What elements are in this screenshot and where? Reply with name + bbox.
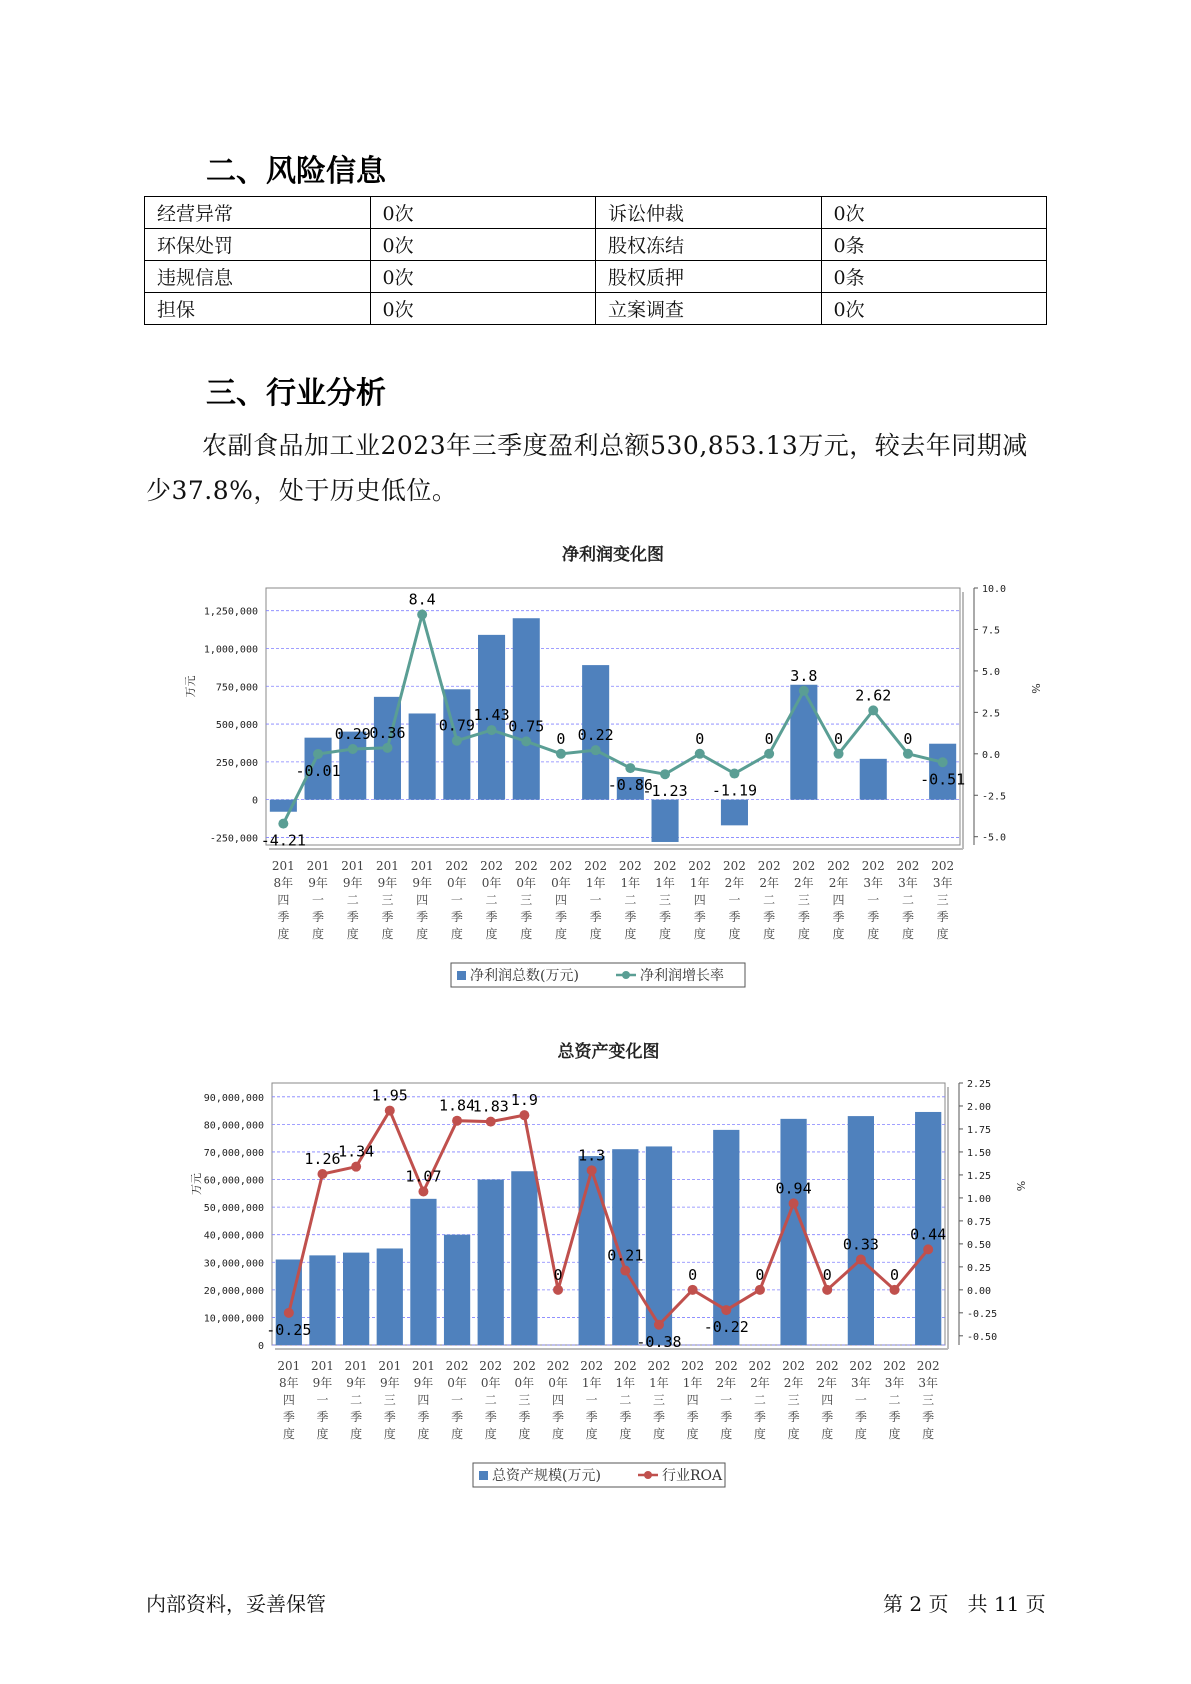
y2-tick-label: -2.5 (982, 791, 1007, 803)
line-point (789, 1198, 799, 1208)
risk-item-label: 经营异常 (145, 197, 371, 229)
industry-analysis-paragraph (146, 423, 1046, 513)
data-label: -1.23 (642, 782, 688, 801)
bar (721, 800, 748, 826)
risk-item-value: 0次 (821, 197, 1047, 229)
data-label: -0.01 (295, 761, 341, 780)
risk-table-row (145, 261, 1047, 293)
y-tick-label: -250,000 (209, 833, 258, 845)
x-tick-label: 202 1年二季度 (618, 859, 642, 941)
data-label: -1.19 (711, 781, 758, 800)
y2-axis-title: % (1029, 683, 1042, 694)
risk-item-value: 0次 (370, 229, 596, 261)
line-point (385, 1106, 395, 1116)
legend-line-label: 行业ROA (662, 1468, 723, 1484)
line-point (313, 749, 323, 759)
x-tick-label: 201 9年一季度 (311, 1359, 334, 1441)
risk-info-table (144, 196, 1047, 325)
line-point (382, 743, 392, 753)
risk-item-value: 0次 (821, 293, 1047, 325)
bar (343, 1253, 369, 1345)
y2-tick-label: 5.0 (982, 666, 1001, 678)
line-point (688, 1285, 698, 1295)
data-label: -0.22 (703, 1318, 749, 1337)
data-label: 0.79 (438, 716, 475, 735)
line-point (903, 749, 913, 759)
y2-tick-label: 1.00 (967, 1193, 992, 1205)
line-point (521, 736, 531, 746)
y-tick-label: 80,000,000 (203, 1120, 264, 1132)
y2-tick-label: 0.50 (967, 1239, 992, 1251)
data-label: 0 (755, 1265, 765, 1284)
industry-analysis-text: 农副食品加工业2023年三季度盈利总额530,853.13万元，较去年同期减少37.8%，处于历史低位。 (146, 431, 1028, 505)
risk-item-value: 0次 (370, 197, 596, 229)
y2-tick-label: 1.75 (967, 1124, 992, 1136)
x-tick-label: 202 1年一季度 (584, 859, 608, 941)
bar (309, 1255, 335, 1345)
x-tick-label: 202 1年四季度 (681, 1359, 705, 1441)
risk-item-label: 环保处罚 (145, 229, 371, 261)
x-tick-label: 202 1年四季度 (688, 859, 712, 941)
y-axis-title: 万元 (184, 675, 197, 698)
x-tick-label: 202 3年一季度 (861, 859, 885, 941)
legend-line-label: 净利润增长率 (640, 968, 724, 984)
risk-item-label: 诉讼仲裁 (596, 197, 822, 229)
net-profit-chart-svg (0, 540, 1191, 1000)
line-point (695, 749, 705, 759)
footer-confidential: 内部资料，妥善保管 (146, 1592, 326, 1616)
data-label: 0.29 (334, 724, 371, 743)
y2-tick-label: 1.25 (967, 1170, 992, 1182)
data-label: -0.38 (636, 1332, 682, 1351)
data-label: 0.75 (508, 717, 545, 736)
x-tick-label: 202 2年一季度 (714, 1359, 738, 1441)
line-point (284, 1308, 294, 1318)
y-tick-label: 0 (251, 795, 258, 807)
data-label: 0 (890, 1265, 900, 1284)
line-point (452, 736, 462, 746)
bar (780, 1119, 806, 1345)
data-label: 0.44 (910, 1225, 947, 1244)
risk-item-label: 违规信息 (145, 261, 371, 293)
x-tick-label: 202 0年一季度 (445, 859, 469, 941)
x-tick-label: 202 1年二季度 (613, 1359, 637, 1441)
risk-item-value: 0条 (821, 229, 1047, 261)
y-tick-label: 30,000,000 (203, 1258, 264, 1270)
legend-bar-swatch (457, 971, 466, 980)
bar (409, 713, 436, 799)
x-tick-label: 202 1年一季度 (580, 1359, 604, 1441)
x-tick-label: 202 3年三季度 (916, 1359, 940, 1441)
bar (848, 1116, 874, 1345)
line-point (351, 1162, 361, 1172)
y-tick-label: 1,250,000 (203, 606, 258, 618)
x-tick-label: 201 9年三季度 (375, 859, 399, 941)
line-point (868, 705, 878, 715)
data-label: 0 (695, 729, 705, 748)
line-point (660, 769, 670, 779)
x-tick-label: 202 2年二季度 (748, 1359, 772, 1441)
line-point (721, 1305, 731, 1315)
data-label: 1.84 (439, 1096, 476, 1115)
y2-tick-label: 2.00 (967, 1101, 992, 1113)
legend-line-marker (622, 971, 630, 979)
y2-tick-label: 2.5 (982, 708, 1001, 720)
line-point (890, 1285, 900, 1295)
line-point (938, 757, 948, 767)
y-tick-label: 40,000,000 (203, 1230, 264, 1242)
legend-bar-label: 净利润总数(万元) (470, 968, 579, 984)
risk-item-value: 0次 (370, 261, 596, 293)
legend-bar-label: 总资产规模(万元) (492, 1468, 601, 1484)
x-tick-label: 201 9年二季度 (341, 859, 365, 941)
line-point (278, 819, 288, 829)
data-label: 0 (688, 1265, 698, 1284)
line-point (654, 1320, 664, 1330)
x-tick-label: 202 0年二季度 (480, 859, 504, 941)
line-point (620, 1266, 630, 1276)
line-point (856, 1255, 866, 1265)
bar (513, 618, 540, 799)
chart-title: 总资产变化图 (557, 1042, 660, 1062)
y-tick-label: 750,000 (215, 682, 258, 694)
risk-item-label: 股权冻结 (596, 229, 822, 261)
x-tick-label: 202 3年一季度 (849, 1359, 873, 1441)
data-label: -4.21 (260, 831, 306, 850)
line-point (452, 1116, 462, 1126)
footer-page-number: 第 2 页 共 11 页 (883, 1592, 1046, 1616)
x-tick-label: 202 2年一季度 (722, 859, 746, 941)
data-label: 1.07 (405, 1167, 442, 1186)
y2-tick-label: 7.5 (982, 625, 1001, 637)
x-tick-label: 202 2年二季度 (757, 859, 781, 941)
x-tick-label: 202 1年三季度 (653, 859, 677, 941)
line-point (625, 763, 635, 773)
x-tick-label: 201 8年四季度 (271, 859, 295, 941)
x-tick-label: 201 9年三季度 (378, 1359, 402, 1441)
line-point (799, 686, 809, 696)
risk-item-value: 0条 (821, 261, 1047, 293)
line-point (519, 1110, 529, 1120)
total-assets-chart-svg (0, 1037, 1191, 1497)
x-tick-label: 202 2年四季度 (827, 859, 851, 941)
data-label: 0.94 (775, 1179, 812, 1198)
plot-area (266, 588, 960, 845)
y-tick-label: 0 (257, 1341, 264, 1352)
line-point (486, 1117, 496, 1127)
x-tick-label: 202 3年二季度 (896, 859, 920, 941)
data-label: 1.3 (578, 1146, 606, 1165)
data-label: 0 (764, 729, 774, 748)
line-point (822, 1285, 832, 1295)
risk-table-row (145, 197, 1047, 229)
data-label: 2.62 (855, 686, 892, 705)
line-point (348, 744, 358, 754)
x-tick-label: 202 0年四季度 (546, 1359, 570, 1441)
section-title-risk: 二、风险信息 (206, 154, 386, 189)
x-tick-label: 202 2年三季度 (792, 859, 816, 941)
data-label: 0.36 (369, 723, 406, 742)
line-point (755, 1285, 765, 1295)
data-label: 0 (556, 729, 566, 748)
net-profit-chart (0, 540, 1191, 1000)
risk-item-value: 0次 (370, 293, 596, 325)
y-tick-label: 20,000,000 (203, 1285, 264, 1297)
data-label: 1.34 (338, 1142, 375, 1161)
risk-item-label: 股权质押 (596, 261, 822, 293)
data-label: 0.33 (842, 1235, 879, 1254)
y2-tick-label: 0.75 (967, 1216, 992, 1228)
x-tick-label: 202 0年二季度 (479, 1359, 503, 1441)
y-tick-label: 70,000,000 (203, 1147, 264, 1159)
data-label: -0.86 (607, 776, 653, 795)
x-tick-label: 202 0年一季度 (445, 1359, 469, 1441)
line-point (729, 769, 739, 779)
y2-axis-title: % (1014, 1180, 1027, 1192)
data-label: 1.83 (472, 1097, 509, 1116)
y-tick-label: 50,000,000 (203, 1203, 264, 1215)
bar (444, 1235, 470, 1345)
data-label: 8.4 (408, 590, 436, 609)
line-point (591, 745, 601, 755)
y-tick-label: 10,000,000 (203, 1313, 264, 1325)
bar (579, 1156, 605, 1345)
data-label: -0.25 (266, 1320, 312, 1339)
risk-table-row (145, 293, 1047, 325)
legend-line-marker (644, 1471, 652, 1479)
y2-tick-label: 0.25 (967, 1262, 992, 1274)
y-axis-title: 万元 (190, 1173, 203, 1195)
line-point (317, 1169, 327, 1179)
data-label: 0.21 (607, 1246, 644, 1265)
bar (478, 1180, 504, 1345)
x-tick-label: 202 0年三季度 (514, 859, 538, 941)
y2-tick-label: -0.25 (967, 1308, 998, 1320)
data-label: 1.43 (473, 706, 510, 725)
data-label: 0 (822, 1265, 832, 1284)
x-tick-label: 202 0年四季度 (549, 859, 573, 941)
plot-area (272, 1083, 945, 1345)
bar (410, 1199, 436, 1345)
line-point (587, 1165, 597, 1175)
line-point (834, 749, 844, 759)
x-tick-label: 201 9年四季度 (411, 1359, 435, 1441)
line-point (487, 725, 497, 735)
x-tick-label: 202 3年三季度 (931, 859, 955, 941)
data-label: 0 (903, 729, 913, 748)
risk-item-label: 立案调查 (596, 293, 822, 325)
bar (377, 1248, 403, 1345)
y2-tick-label: -5.0 (982, 832, 1007, 844)
y-tick-label: 250,000 (215, 757, 258, 769)
x-tick-label: 201 9年一季度 (306, 859, 330, 941)
x-tick-label: 201 8年四季度 (277, 1359, 301, 1441)
line-point (418, 1186, 428, 1196)
y2-tick-label: 0.00 (967, 1285, 992, 1297)
y-tick-label: 60,000,000 (203, 1175, 264, 1187)
y-tick-label: 500,000 (215, 720, 258, 732)
x-tick-label: 202 0年三季度 (512, 1359, 536, 1441)
data-label: 0.22 (577, 726, 614, 745)
data-label: 3.8 (790, 666, 818, 685)
y2-tick-label: 2.25 (967, 1079, 992, 1090)
section-title-industry: 三、行业分析 (206, 376, 386, 411)
chart-title: 净利润变化图 (562, 545, 664, 565)
y2-tick-label: -0.50 (967, 1331, 998, 1343)
line-point (923, 1244, 933, 1254)
data-label: 1.95 (371, 1086, 408, 1105)
x-tick-label: 201 9年四季度 (410, 859, 434, 941)
data-label: 0 (834, 729, 844, 748)
bar (790, 685, 817, 800)
x-tick-label: 201 9年二季度 (344, 1359, 368, 1441)
x-tick-label: 202 2年三季度 (782, 1359, 806, 1441)
y-tick-label: 90,000,000 (203, 1092, 264, 1104)
line-point (417, 610, 427, 620)
line-point (553, 1285, 563, 1295)
x-tick-label: 202 2年四季度 (815, 1359, 839, 1441)
line-point (764, 749, 774, 759)
risk-table-row (145, 229, 1047, 261)
risk-item-label: 担保 (145, 293, 371, 325)
bar (860, 759, 887, 800)
data-label: -0.51 (920, 770, 966, 789)
data-label: 1.9 (510, 1091, 538, 1110)
y2-tick-label: 10.0 (982, 584, 1007, 595)
data-label: 0 (553, 1265, 563, 1284)
data-label: 1.26 (304, 1150, 341, 1169)
legend-bar-swatch (479, 1471, 488, 1480)
x-tick-label: 202 1年三季度 (647, 1359, 671, 1441)
x-tick-label: 202 3年二季度 (883, 1359, 906, 1441)
bar (511, 1171, 537, 1345)
y-tick-label: 1,000,000 (203, 644, 258, 656)
total-assets-chart (0, 1037, 1191, 1497)
line-point (556, 749, 566, 759)
bar (652, 800, 679, 842)
y2-tick-label: 1.50 (967, 1147, 992, 1159)
y2-tick-label: 0.0 (982, 749, 1001, 761)
